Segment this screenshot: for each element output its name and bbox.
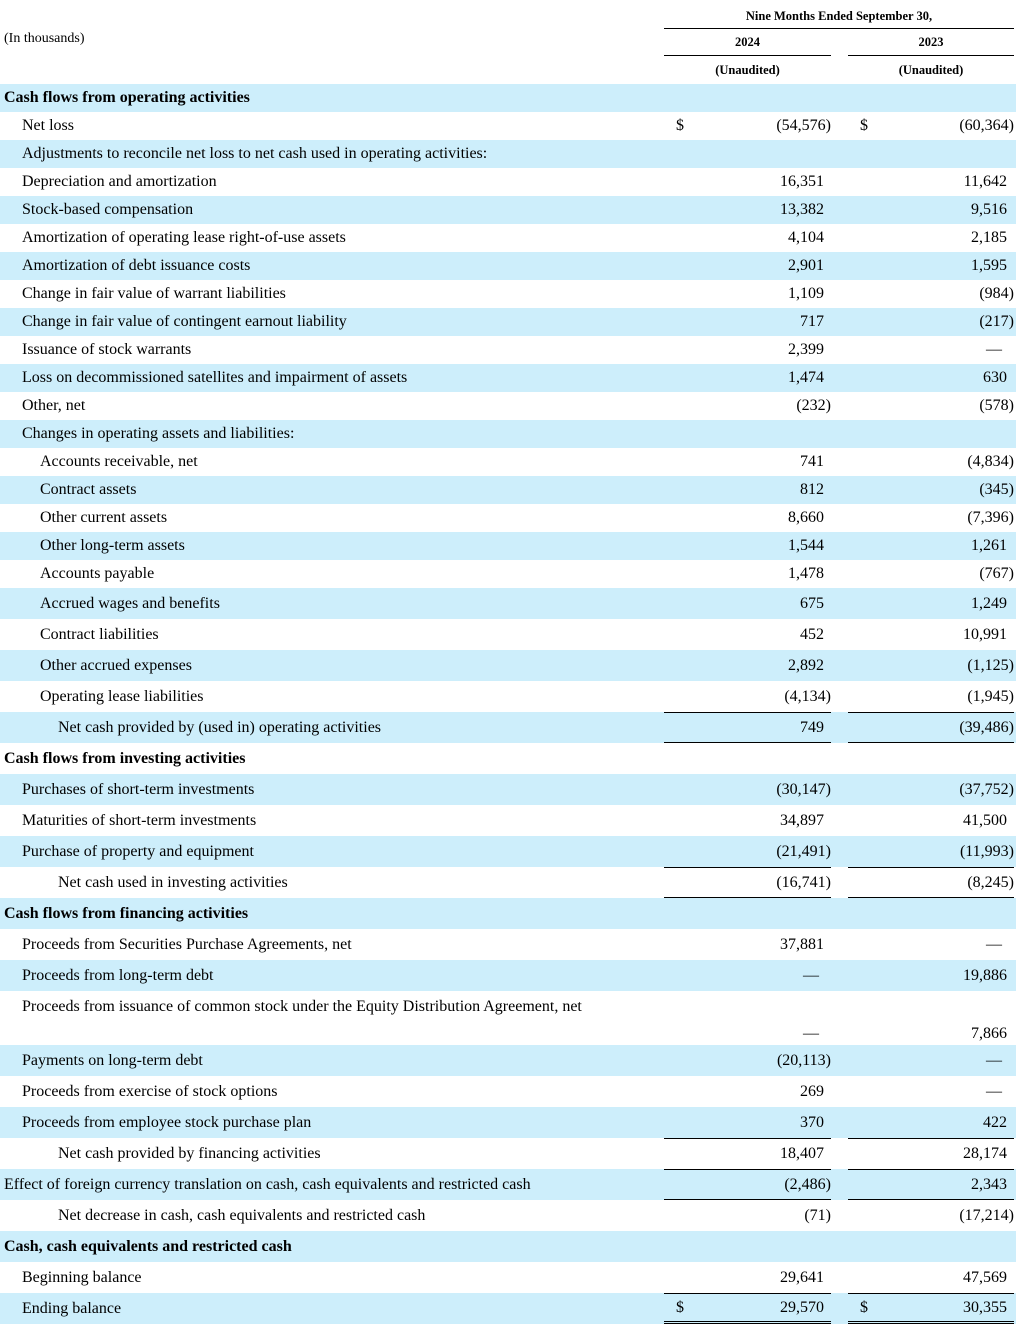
value-cell-2024 — [664, 1262, 831, 1293]
value-cell-2024 — [664, 650, 831, 681]
value-cell-2023 — [848, 280, 1014, 308]
value-cell-2023 — [848, 1076, 1014, 1107]
value-cell-2023 — [848, 619, 1014, 650]
value-cell-2023 — [848, 991, 1014, 1045]
value-cell-2023 — [848, 392, 1014, 420]
value-cell-2024 — [664, 1076, 831, 1107]
value-cell-2023 — [848, 836, 1014, 867]
table-row — [0, 448, 1016, 476]
section-header-row — [0, 743, 1016, 774]
value-2023: 630 — [983, 369, 1007, 386]
value-cell-2024 — [664, 336, 831, 364]
section-header-row — [0, 1231, 1016, 1262]
value-2023: 2,343 — [971, 1175, 1007, 1193]
value-cell-2024 — [664, 681, 831, 712]
year-2023-header: 2023 — [918, 35, 944, 49]
value-2024: (16,741) — [776, 873, 831, 891]
value-2023: 2,185 — [971, 229, 1007, 246]
value-2023: — — [986, 1051, 1002, 1069]
value-2024: (2,486) — [784, 1175, 831, 1193]
value-cell-2024 — [664, 1045, 831, 1076]
value-cell-2023 — [848, 224, 1014, 252]
value-cell-2023 — [848, 1200, 1014, 1231]
value-cell-2024 — [664, 836, 831, 867]
value-cell-2023 — [848, 1045, 1014, 1076]
currency-symbol: $ — [676, 117, 684, 134]
value-cell-2023 — [848, 196, 1014, 224]
value-cell-2023 — [848, 867, 1014, 898]
value-cell-2023 — [848, 650, 1014, 681]
value-cell-2024 — [664, 805, 831, 836]
row-label: Proceeds from employee stock purchase plan — [22, 1113, 312, 1131]
value-cell-2023 — [848, 504, 1014, 532]
row-label: Accounts payable — [40, 565, 155, 582]
value-2024: 812 — [800, 481, 824, 498]
row-label: Net loss — [22, 117, 74, 134]
value-cell-2024 — [664, 619, 831, 650]
row-label: Beginning balance — [22, 1268, 142, 1286]
value-cell-2024 — [664, 1200, 831, 1231]
row-label: Purchase of property and equipment — [22, 842, 254, 860]
table-row — [0, 560, 1016, 588]
value-2024: 4,104 — [788, 229, 824, 246]
value-2024: 452 — [800, 625, 824, 643]
row-label: Proceeds from Securities Purchase Agreements, net — [22, 935, 352, 953]
value-cell-2024 — [664, 1138, 831, 1169]
value-2024: 34,897 — [780, 811, 824, 829]
table-row — [0, 504, 1016, 532]
row-label: Amortization of operating lease right-of-use assets — [22, 229, 346, 246]
value-2024: (20,113) — [776, 1051, 831, 1069]
value-cell-2024 — [664, 588, 831, 619]
value-2023: (1,125) — [967, 656, 1014, 674]
row-label: Maturities of short-term investments — [22, 811, 257, 829]
value-cell-2023 — [848, 1293, 1014, 1324]
table-row — [0, 112, 1016, 140]
table-row — [0, 168, 1016, 196]
value-2024: 741 — [800, 453, 824, 470]
value-cell-2024 — [664, 1107, 831, 1138]
value-2024: 675 — [800, 594, 824, 612]
year-2024-rule — [664, 55, 831, 56]
value-cell-2023 — [848, 476, 1014, 504]
value-cell-2023 — [848, 774, 1014, 805]
table-row — [0, 392, 1016, 420]
value-2023: (4,834) — [967, 453, 1014, 470]
row-label: Other accrued expenses — [40, 656, 192, 674]
value-cell-2023 — [848, 929, 1014, 960]
row-label: Other long-term assets — [40, 537, 185, 554]
value-cell-2023 — [848, 1138, 1014, 1169]
value-cell-2024 — [664, 224, 831, 252]
value-2023: (345) — [979, 481, 1014, 498]
value-2023: (60,364) — [959, 117, 1014, 134]
value-2023: 422 — [983, 1113, 1007, 1131]
value-2023: 7,866 — [971, 1025, 1007, 1042]
row-label: Cash, cash equivalents and restricted cash — [4, 1237, 292, 1255]
value-2024: 1,109 — [788, 285, 824, 302]
value-cell-2024 — [664, 112, 831, 140]
value-cell-2023 — [848, 252, 1014, 280]
row-label: Cash flows from operating activities — [4, 89, 250, 106]
value-cell-2024 — [664, 991, 831, 1045]
value-cell-2024 — [664, 960, 831, 991]
row-label: Amortization of debt issuance costs — [22, 257, 251, 274]
value-2024: 749 — [800, 718, 824, 736]
table-row — [0, 280, 1016, 308]
value-2023: 11,642 — [963, 173, 1007, 190]
table-row — [0, 196, 1016, 224]
currency-symbol: $ — [860, 1298, 868, 1316]
value-2023: 19,886 — [963, 966, 1007, 984]
value-cell-2023 — [848, 712, 1014, 743]
value-cell-2023 — [848, 336, 1014, 364]
value-cell-2023 — [848, 805, 1014, 836]
value-2023: 1,249 — [971, 594, 1007, 612]
value-cell-2024 — [664, 252, 831, 280]
section-header-row — [0, 898, 1016, 929]
value-2024: 269 — [800, 1082, 824, 1100]
value-2023: (767) — [979, 565, 1014, 582]
value-cell-2024 — [664, 1293, 831, 1324]
table-row — [0, 1293, 1016, 1324]
value-2024: 1,474 — [788, 369, 824, 386]
currency-symbol: $ — [676, 1298, 684, 1316]
row-label: Contract liabilities — [40, 625, 159, 643]
table-row — [0, 1045, 1016, 1076]
cash-flow-table — [0, 84, 1016, 1324]
row-label: Accounts receivable, net — [40, 453, 198, 470]
row-label: Net cash provided by financing activities — [58, 1144, 321, 1162]
value-cell-2023 — [848, 532, 1014, 560]
row-label: Other, net — [22, 397, 86, 414]
value-cell-2024 — [664, 280, 831, 308]
value-cell-2023 — [848, 448, 1014, 476]
table-row — [0, 336, 1016, 364]
table-row — [0, 867, 1016, 898]
value-cell-2024 — [664, 774, 831, 805]
year-2023-rule — [848, 55, 1014, 56]
table-row — [0, 774, 1016, 805]
row-label: Adjustments to reconcile net loss to net cash used in operating activities: — [22, 145, 488, 162]
value-cell-2023 — [848, 1107, 1014, 1138]
period-rule — [664, 28, 1014, 29]
row-label: Net decrease in cash, cash equivalents and restricted cash — [58, 1206, 426, 1224]
unaudited-2024-label: (Unaudited) — [715, 63, 780, 77]
row-label: Proceeds from exercise of stock options — [22, 1082, 278, 1100]
table-row — [0, 476, 1016, 504]
value-cell-2023 — [848, 168, 1014, 196]
value-2024: 370 — [800, 1113, 824, 1131]
row-label: Change in fair value of warrant liabilities — [22, 285, 286, 302]
row-label: Change in fair value of contingent earnout liability — [22, 313, 347, 330]
value-cell-2023 — [848, 681, 1014, 712]
table-row — [0, 532, 1016, 560]
value-2024: 29,641 — [780, 1268, 824, 1286]
value-2024: 29,570 — [780, 1298, 824, 1316]
section-header-row — [0, 84, 1016, 112]
unaudited-2023-label: (Unaudited) — [898, 63, 964, 77]
row-label: Net cash used in investing activities — [58, 873, 288, 891]
row-label: Issuance of stock warrants — [22, 341, 192, 358]
value-cell-2024 — [664, 168, 831, 196]
value-2024: 8,660 — [788, 509, 824, 526]
row-label: Contract assets — [40, 481, 137, 498]
value-cell-2024 — [664, 1169, 831, 1200]
value-2023: (8,245) — [967, 873, 1014, 891]
value-cell-2024 — [664, 392, 831, 420]
value-2024: 2,901 — [788, 257, 824, 274]
value-cell-2023 — [848, 960, 1014, 991]
value-2023: (17,214) — [959, 1206, 1014, 1224]
value-2023: 10,991 — [963, 625, 1007, 643]
table-row — [0, 805, 1016, 836]
row-label: Proceeds from issuance of common stock under the Equity Distribution Agreement, net — [22, 998, 582, 1015]
value-2024: (30,147) — [776, 780, 831, 798]
value-2024: 2,892 — [788, 656, 824, 674]
value-2024: — — [803, 966, 819, 984]
value-2024: 16,351 — [780, 173, 824, 190]
table-row — [0, 650, 1016, 681]
value-2024: (4,134) — [784, 687, 831, 705]
table-row — [0, 308, 1016, 336]
value-2024: 2,399 — [788, 341, 824, 358]
value-cell-2023 — [848, 588, 1014, 619]
value-2023: 28,174 — [963, 1145, 1007, 1162]
value-2024: (71) — [804, 1206, 831, 1224]
table-row — [0, 991, 1016, 1045]
table-row — [0, 1262, 1016, 1293]
value-cell-2024 — [664, 560, 831, 588]
table-row — [0, 929, 1016, 960]
table-row — [0, 1138, 1016, 1169]
value-2023: — — [986, 1082, 1002, 1100]
row-label: Proceeds from long-term debt — [22, 966, 214, 984]
value-2023: (37,752) — [959, 780, 1014, 798]
table-row — [0, 681, 1016, 712]
value-cell-2024 — [664, 504, 831, 532]
table-row — [0, 619, 1016, 650]
currency-symbol: $ — [860, 117, 868, 134]
value-cell-2024 — [664, 448, 831, 476]
value-2023: (578) — [979, 397, 1014, 414]
table-row — [0, 140, 1016, 168]
value-cell-2023 — [848, 560, 1014, 588]
units-label: (In thousands) — [4, 31, 85, 46]
value-2024: (232) — [796, 397, 831, 414]
row-label: Purchases of short-term investments — [22, 780, 255, 798]
table-row — [0, 1200, 1016, 1231]
value-2023: 41,500 — [963, 811, 1007, 829]
value-cell-2024 — [664, 364, 831, 392]
value-cell-2024 — [664, 196, 831, 224]
value-2023: — — [986, 935, 1002, 953]
value-cell-2024 — [664, 476, 831, 504]
value-cell-2023 — [848, 308, 1014, 336]
year-2024-header: 2024 — [735, 35, 760, 49]
value-2024: 717 — [800, 313, 824, 330]
row-label: Changes in operating assets and liabilities: — [22, 425, 295, 442]
table-row — [0, 836, 1016, 867]
row-label: Cash flows from investing activities — [4, 749, 246, 767]
table-row — [0, 364, 1016, 392]
value-2023: (7,396) — [967, 509, 1014, 526]
value-2023: — — [986, 341, 1002, 358]
row-label: Cash flows from financing activities — [4, 904, 249, 922]
table-row — [0, 588, 1016, 619]
value-2024: 1,544 — [788, 537, 824, 554]
period-label: Nine Months Ended September 30, — [745, 9, 933, 23]
value-2024: — — [803, 1025, 819, 1042]
table-row — [0, 960, 1016, 991]
value-2023: 47,569 — [963, 1268, 1007, 1286]
value-2024: 37,881 — [780, 935, 824, 953]
value-2023: 9,516 — [971, 201, 1007, 218]
table-row — [0, 1169, 1016, 1200]
row-label: Effect of foreign currency translation on cash, cash equivalents and restricted cash — [4, 1175, 531, 1193]
value-cell-2024 — [664, 929, 831, 960]
table-row — [0, 224, 1016, 252]
value-2023: (11,993) — [959, 842, 1014, 860]
value-2024: 18,407 — [780, 1145, 824, 1162]
value-2024: 13,382 — [780, 201, 824, 218]
row-label: Payments on long-term debt — [22, 1051, 203, 1069]
value-2023: (217) — [979, 313, 1014, 330]
value-2023: 30,355 — [963, 1298, 1007, 1316]
table-row — [0, 252, 1016, 280]
value-cell-2024 — [664, 712, 831, 743]
row-label: Ending balance — [22, 1299, 122, 1317]
table-row — [0, 420, 1016, 448]
value-cell-2023 — [848, 364, 1014, 392]
table-row — [0, 1076, 1016, 1107]
row-label: Net cash provided by (used in) operating activities — [58, 718, 382, 736]
value-cell-2024 — [664, 532, 831, 560]
row-label: Accrued wages and benefits — [40, 594, 220, 612]
value-cell-2024 — [664, 308, 831, 336]
row-label: Operating lease liabilities — [40, 687, 204, 705]
value-2023: 1,595 — [971, 257, 1007, 274]
value-2023: (1,945) — [967, 687, 1014, 705]
table-row — [0, 712, 1016, 743]
value-2023: (39,486) — [959, 718, 1014, 736]
value-2024: (54,576) — [776, 117, 831, 134]
value-cell-2023 — [848, 112, 1014, 140]
row-label: Stock-based compensation — [22, 201, 194, 218]
value-2023: 1,261 — [971, 537, 1007, 554]
value-cell-2023 — [848, 1169, 1014, 1200]
table-row — [0, 1107, 1016, 1138]
row-label: Depreciation and amortization — [22, 173, 217, 190]
value-2024: (21,491) — [776, 842, 831, 860]
value-2024: 1,478 — [788, 565, 824, 582]
row-label: Loss on decommissioned satellites and impairment of assets — [22, 369, 408, 386]
value-cell-2023 — [848, 1262, 1014, 1293]
value-cell-2024 — [664, 867, 831, 898]
value-2023: (984) — [979, 285, 1014, 302]
row-label: Other current assets — [40, 509, 168, 526]
